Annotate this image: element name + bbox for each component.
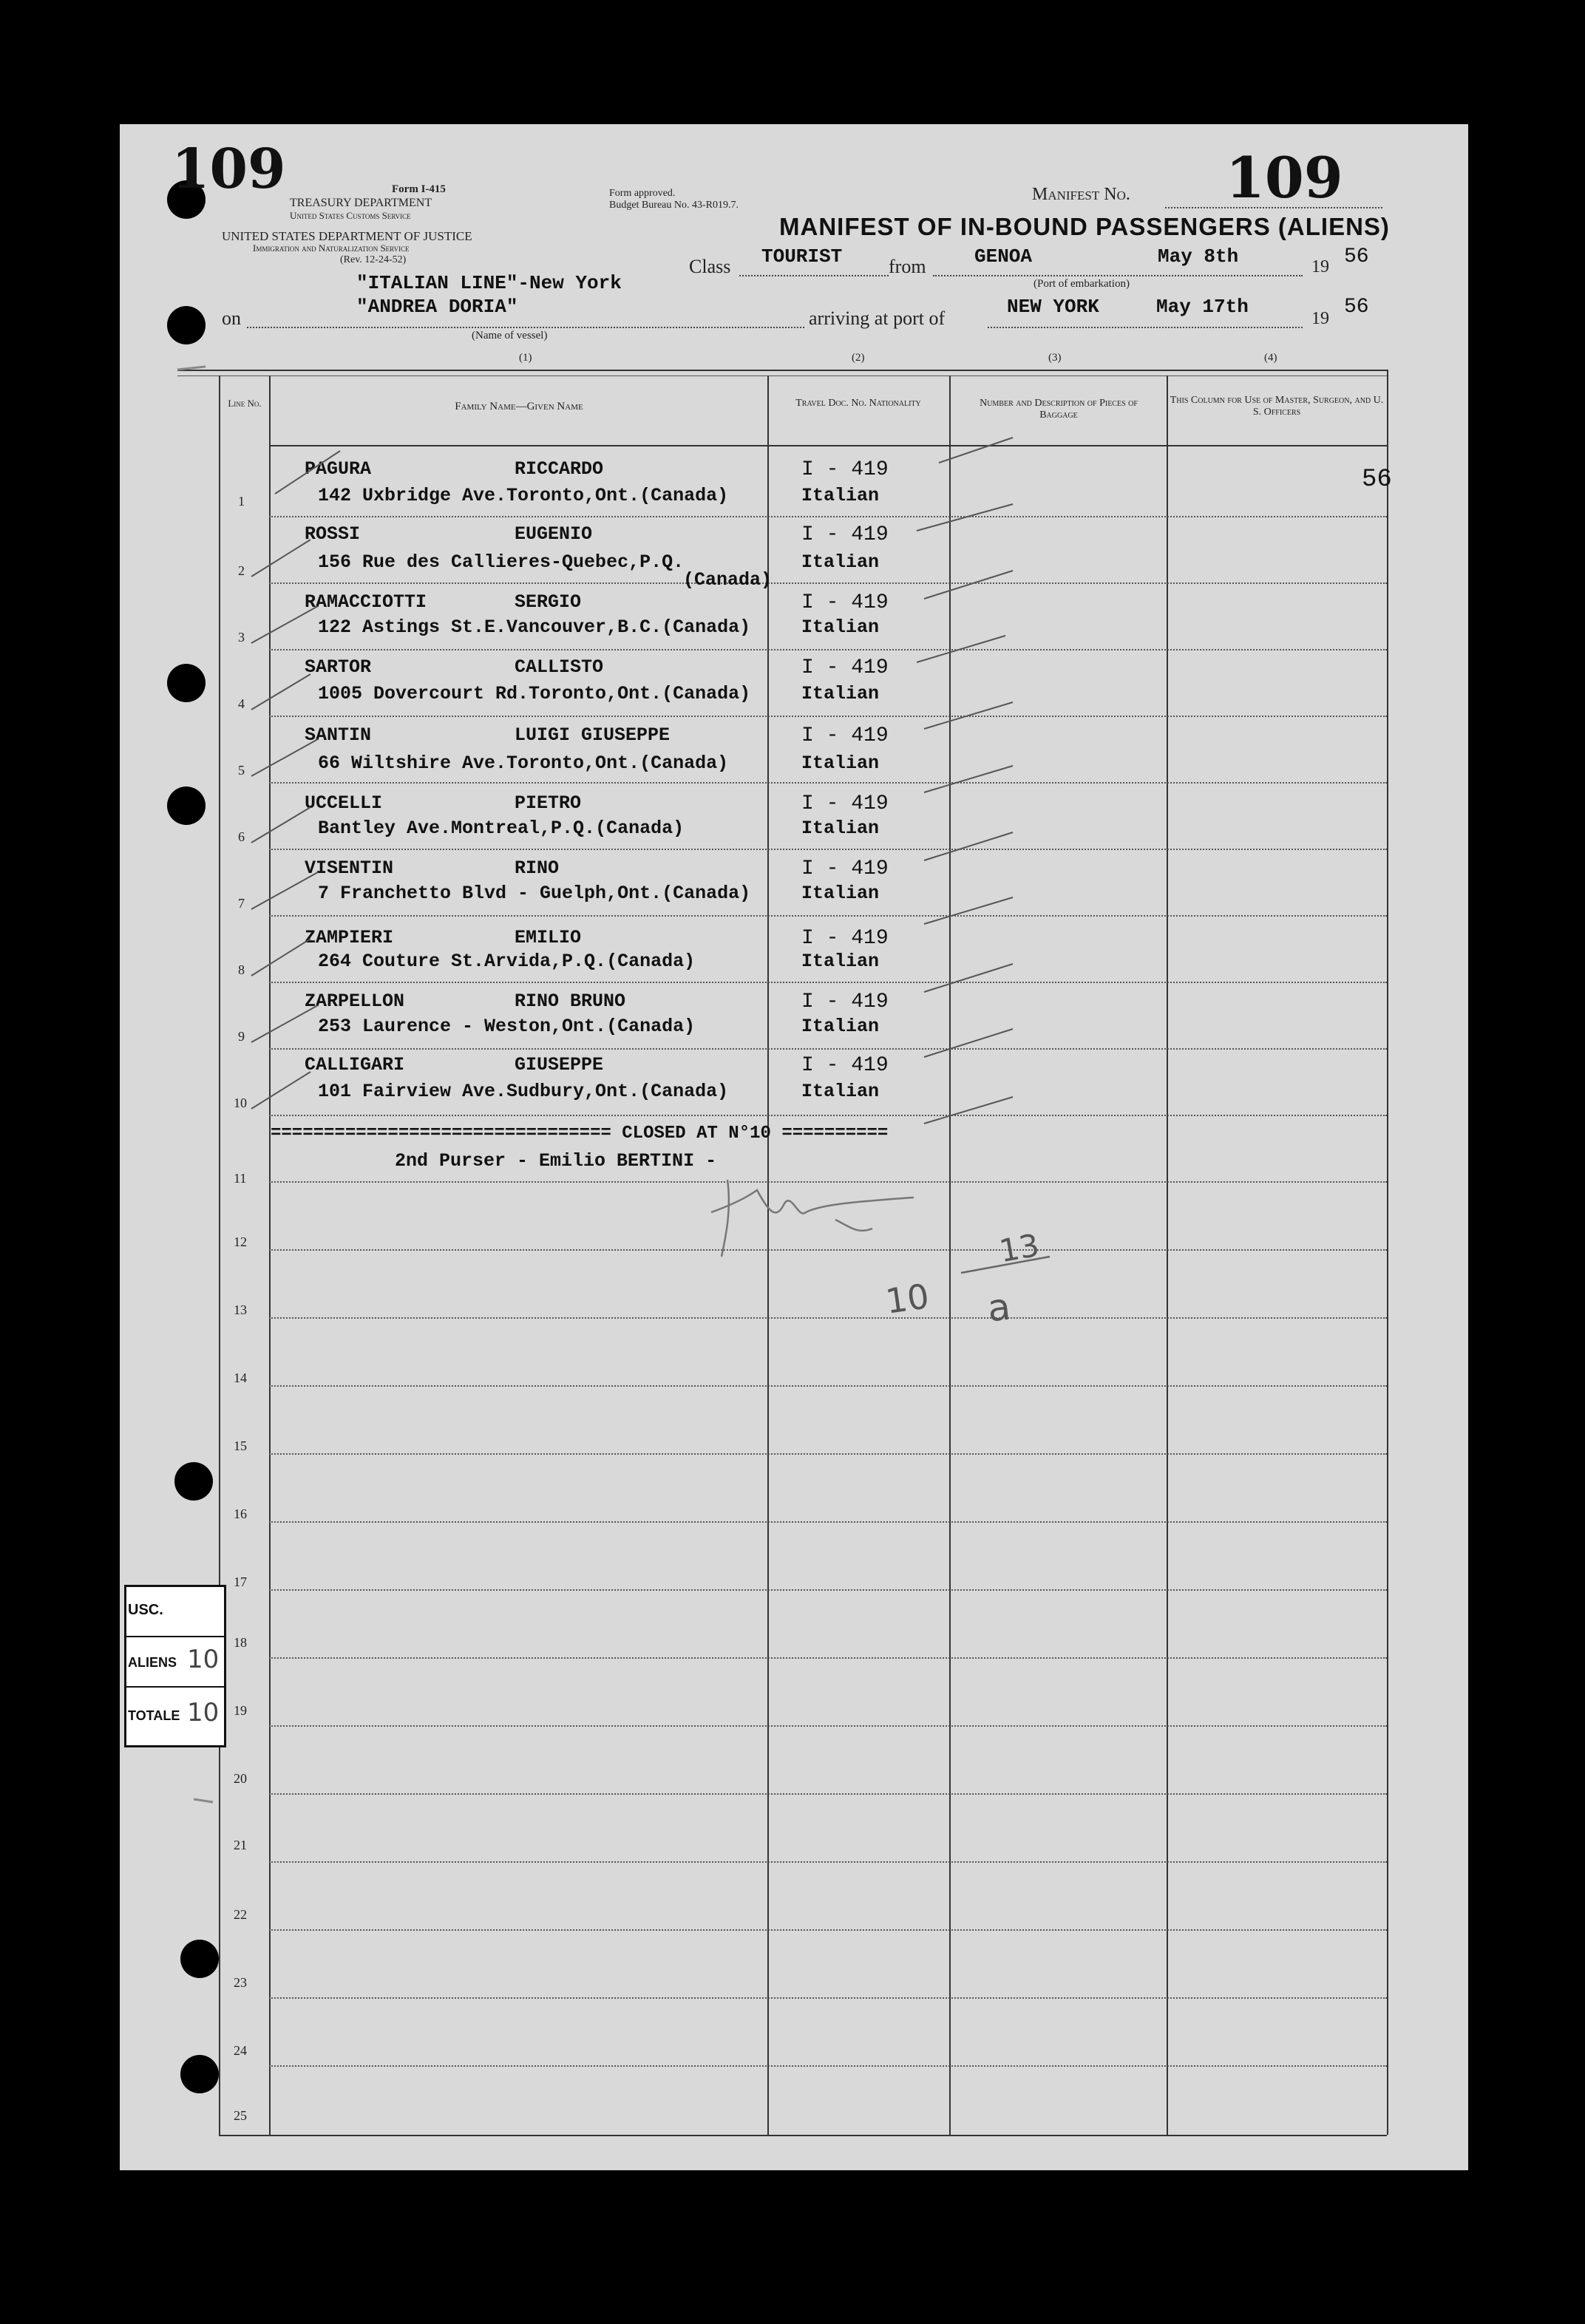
row-line bbox=[269, 1861, 1387, 1863]
tally-row-aliens bbox=[126, 1637, 224, 1688]
family-name: SARTOR bbox=[305, 656, 372, 678]
punch-hole bbox=[167, 786, 206, 825]
row-line bbox=[269, 915, 1387, 917]
manifest-number: 109 bbox=[1226, 145, 1343, 211]
family-name: VISENTIN bbox=[305, 857, 394, 879]
row-line bbox=[269, 1317, 1387, 1319]
nationality: Italian bbox=[801, 951, 880, 972]
col-number-4: (4) bbox=[1264, 352, 1277, 364]
manifest-title: MANIFEST OF IN-BOUND PASSENGERS (ALIENS) bbox=[779, 213, 1390, 240]
dept-treasury: TREASURY DEPARTMENT bbox=[290, 197, 432, 209]
travel-doc: I - 419 bbox=[801, 591, 889, 614]
form-revision: (Rev. 12-24-52) bbox=[340, 254, 407, 265]
punch-hole bbox=[167, 306, 206, 344]
table-bottom-border bbox=[219, 2135, 1387, 2136]
line-number: 17 bbox=[234, 1574, 247, 1589]
col-number-3: (3) bbox=[1048, 352, 1062, 364]
family-name: CALLIGARI bbox=[305, 1054, 405, 1076]
line-number: 22 bbox=[234, 1907, 247, 1922]
col-head-officers: This Column for Use of Master, Surgeon, and U. S. Officers bbox=[1170, 395, 1384, 418]
embark-date: May 8th bbox=[1158, 245, 1239, 268]
hand-fraction-bottom: a bbox=[985, 1285, 1013, 1331]
manifest-no-label: Manifest No. bbox=[1032, 185, 1130, 204]
row-line bbox=[269, 1048, 1387, 1050]
row-line bbox=[269, 982, 1387, 983]
address: 156 Rue des Callieres-Quebec,P.Q. bbox=[318, 551, 685, 573]
line-number: 7 bbox=[238, 896, 245, 911]
nationality: Italian bbox=[801, 485, 880, 506]
line-number: 12 bbox=[234, 1234, 247, 1249]
port-embark-caption: (Port of embarkation) bbox=[1034, 278, 1130, 290]
address: 1005 Dovercourt Rd.Toronto,Ont.(Canada) bbox=[318, 683, 751, 704]
address: 253 Laurence - Weston,Ont.(Canada) bbox=[318, 1016, 696, 1037]
purser-signature-line: 2nd Purser - Emilio BERTINI - bbox=[395, 1150, 717, 1172]
line-number: 2 bbox=[238, 563, 245, 578]
line-number: 16 bbox=[234, 1506, 247, 1521]
arrival-year: 56 bbox=[1344, 296, 1369, 319]
line-number: 6 bbox=[238, 829, 245, 844]
nationality: Italian bbox=[801, 1016, 880, 1037]
arrival-date: May 17th bbox=[1156, 296, 1249, 318]
line-number: 25 bbox=[234, 2108, 247, 2123]
family-name: UCCELLI bbox=[305, 792, 383, 814]
class-line bbox=[739, 275, 889, 276]
line-number: 18 bbox=[234, 1635, 247, 1650]
line-number: 8 bbox=[238, 962, 245, 977]
line-number: 13 bbox=[234, 1302, 247, 1317]
travel-doc: I - 419 bbox=[801, 857, 889, 880]
tally-row-totale bbox=[126, 1688, 224, 1742]
nationality: Italian bbox=[801, 883, 880, 904]
row-line bbox=[269, 1657, 1387, 1659]
row-line bbox=[269, 782, 1387, 784]
address: 122 Astings St.E.Vancouver,B.C.(Canada) bbox=[318, 616, 751, 638]
row-line bbox=[269, 1249, 1387, 1251]
form-approved: Form approved. bbox=[609, 188, 676, 199]
nationality: Italian bbox=[801, 818, 880, 839]
hand-fraction-top: 13 bbox=[997, 1226, 1042, 1270]
address: 142 Uxbridge Ave.Toronto,Ont.(Canada) bbox=[318, 485, 729, 506]
col-number-1: (1) bbox=[519, 352, 532, 364]
address: 101 Fairview Ave.Sudbury,Ont.(Canada) bbox=[318, 1081, 729, 1102]
on-label: on bbox=[222, 308, 241, 329]
from-label: from bbox=[889, 256, 926, 277]
vessel-line bbox=[247, 327, 804, 328]
line-company: "ITALIAN LINE"-New York bbox=[356, 272, 622, 294]
arrival-port: NEW YORK bbox=[1007, 296, 1099, 318]
family-name: RAMACCIOTTI bbox=[305, 591, 427, 613]
table-left-border bbox=[219, 376, 220, 2135]
arrival-year-prefix: 19 bbox=[1311, 309, 1329, 328]
col-head-name: Family Name—Given Name bbox=[455, 401, 583, 412]
given-name: CALLISTO bbox=[515, 656, 604, 678]
travel-doc: I - 419 bbox=[801, 1054, 889, 1077]
address-line-2: (Canada) bbox=[683, 569, 773, 591]
arrival-line bbox=[988, 327, 1303, 328]
vessel-caption: (Name of vessel) bbox=[472, 330, 548, 342]
row-line bbox=[269, 849, 1387, 850]
nationality: Italian bbox=[801, 683, 880, 704]
travel-doc: I - 419 bbox=[801, 656, 889, 679]
given-name: RINO bbox=[515, 857, 560, 879]
line-number: 21 bbox=[234, 1838, 247, 1852]
form-id: Form I-415 bbox=[392, 183, 446, 195]
tally-label: TOTALE bbox=[128, 1708, 180, 1723]
family-name: ZARPELLON bbox=[305, 991, 405, 1012]
family-name: PAGURA bbox=[305, 458, 372, 480]
row-line bbox=[269, 1793, 1387, 1795]
header-bottom-line bbox=[269, 445, 1387, 446]
address: Bantley Ave.Montreal,P.Q.(Canada) bbox=[318, 818, 685, 839]
vessel-name: "ANDREA DORIA" bbox=[356, 296, 518, 318]
row-line bbox=[269, 716, 1387, 717]
row-line bbox=[269, 582, 1387, 584]
row-line bbox=[269, 1453, 1387, 1455]
given-name: SERGIO bbox=[515, 591, 582, 613]
arriving-label: arriving at port of bbox=[809, 308, 946, 329]
line-number: 11 bbox=[234, 1171, 247, 1186]
closed-at-line: ================================ CLOSED AT N°10 ========== bbox=[271, 1124, 889, 1144]
travel-doc: I - 419 bbox=[801, 927, 889, 950]
table-right-border bbox=[1387, 370, 1388, 2135]
nationality: Italian bbox=[801, 752, 880, 774]
nationality: Italian bbox=[801, 1081, 880, 1102]
travel-doc: I - 419 bbox=[801, 724, 889, 747]
line-number: 4 bbox=[238, 696, 245, 711]
punch-hole bbox=[180, 2055, 219, 2093]
address: 7 Franchetto Blvd - Guelph,Ont.(Canada) bbox=[318, 883, 751, 904]
family-name: SANTIN bbox=[305, 724, 372, 746]
nationality: Italian bbox=[801, 551, 880, 573]
line-number: 14 bbox=[234, 1370, 247, 1385]
tally-label: ALIENS bbox=[128, 1655, 177, 1670]
given-name: GIUSEPPE bbox=[515, 1054, 604, 1076]
given-name: PIETRO bbox=[515, 792, 582, 814]
hand-tally-number: 10 bbox=[883, 1276, 932, 1322]
line-number: 19 bbox=[234, 1703, 247, 1718]
tally-box bbox=[124, 1585, 226, 1747]
line-number: 3 bbox=[238, 630, 245, 645]
from-line bbox=[933, 275, 1303, 276]
baggage-officer-divider bbox=[1167, 376, 1168, 2135]
tally-label: USC. bbox=[128, 1602, 163, 1618]
line-number: 10 bbox=[234, 1095, 247, 1110]
year-value: 56 bbox=[1344, 245, 1369, 268]
col-head-baggage: Number and Description of Pieces of Baggage bbox=[980, 398, 1138, 421]
row-line bbox=[269, 1589, 1387, 1591]
row-line bbox=[269, 2065, 1387, 2067]
budget-bureau: Budget Bureau No. 43-R019.7. bbox=[609, 200, 739, 211]
table-top-border bbox=[177, 370, 1387, 371]
given-name: EUGENIO bbox=[515, 523, 593, 545]
margin-number: 56 bbox=[1362, 466, 1392, 494]
col-head-line-no: Line No. bbox=[228, 398, 262, 409]
travel-doc: I - 419 bbox=[801, 523, 889, 546]
line-number: 5 bbox=[238, 763, 245, 778]
line-number: 24 bbox=[234, 2043, 247, 2058]
given-name: LUIGI GIUSEPPE bbox=[515, 724, 671, 746]
ins-service: Immigration and Naturalization Service bbox=[253, 242, 410, 254]
line-number: 15 bbox=[234, 1438, 247, 1453]
line-number: 1 bbox=[238, 494, 245, 509]
class-label: Class bbox=[689, 256, 731, 277]
row-line bbox=[269, 1521, 1387, 1523]
travel-doc: I - 419 bbox=[801, 458, 889, 481]
line-number: 20 bbox=[234, 1771, 247, 1786]
row-line bbox=[269, 1929, 1387, 1931]
year-prefix: 19 bbox=[1311, 257, 1329, 276]
line-number: 23 bbox=[234, 1975, 247, 1990]
travel-doc: I - 419 bbox=[801, 792, 889, 815]
punch-hole bbox=[174, 1462, 213, 1501]
doc-baggage-divider bbox=[949, 376, 951, 2135]
given-name: RICCARDO bbox=[515, 458, 604, 480]
family-name: ZAMPIERI bbox=[305, 927, 394, 948]
travel-doc: I - 419 bbox=[801, 991, 889, 1013]
row-line bbox=[269, 1997, 1387, 1999]
col-number-2: (2) bbox=[852, 352, 865, 364]
tally-value: 10 bbox=[187, 1645, 220, 1674]
row-line bbox=[269, 1725, 1387, 1727]
tally-value: 10 bbox=[187, 1698, 220, 1727]
address: 264 Couture St.Arvida,P.Q.(Canada) bbox=[318, 951, 696, 972]
col-head-travel-doc: Travel Doc. No. Nationality bbox=[795, 398, 921, 409]
row-line bbox=[269, 516, 1387, 517]
manifest-sheet bbox=[120, 124, 1468, 2170]
customs-service: United States Customs Service bbox=[290, 210, 411, 221]
from-value: GENOA bbox=[974, 245, 1033, 268]
dept-justice: UNITED STATES DEPARTMENT OF JUSTICE bbox=[222, 229, 472, 243]
tally-row-usc bbox=[126, 1587, 224, 1637]
name-doc-divider bbox=[767, 376, 769, 2135]
punch-hole bbox=[167, 664, 206, 702]
line-no-divider bbox=[269, 376, 271, 2135]
class-value: TOURIST bbox=[761, 245, 843, 268]
page-number: 109 bbox=[172, 137, 286, 201]
row-line bbox=[269, 1181, 1387, 1183]
given-name: RINO BRUNO bbox=[515, 991, 626, 1012]
nationality: Italian bbox=[801, 616, 880, 638]
address: 66 Wiltshire Ave.Toronto,Ont.(Canada) bbox=[318, 752, 729, 774]
punch-hole bbox=[180, 1940, 219, 1978]
row-line bbox=[269, 1115, 1387, 1116]
row-line bbox=[269, 649, 1387, 650]
row-line bbox=[269, 1385, 1387, 1387]
line-number: 9 bbox=[238, 1029, 245, 1044]
given-name: EMILIO bbox=[515, 927, 582, 948]
family-name: ROSSI bbox=[305, 523, 361, 545]
